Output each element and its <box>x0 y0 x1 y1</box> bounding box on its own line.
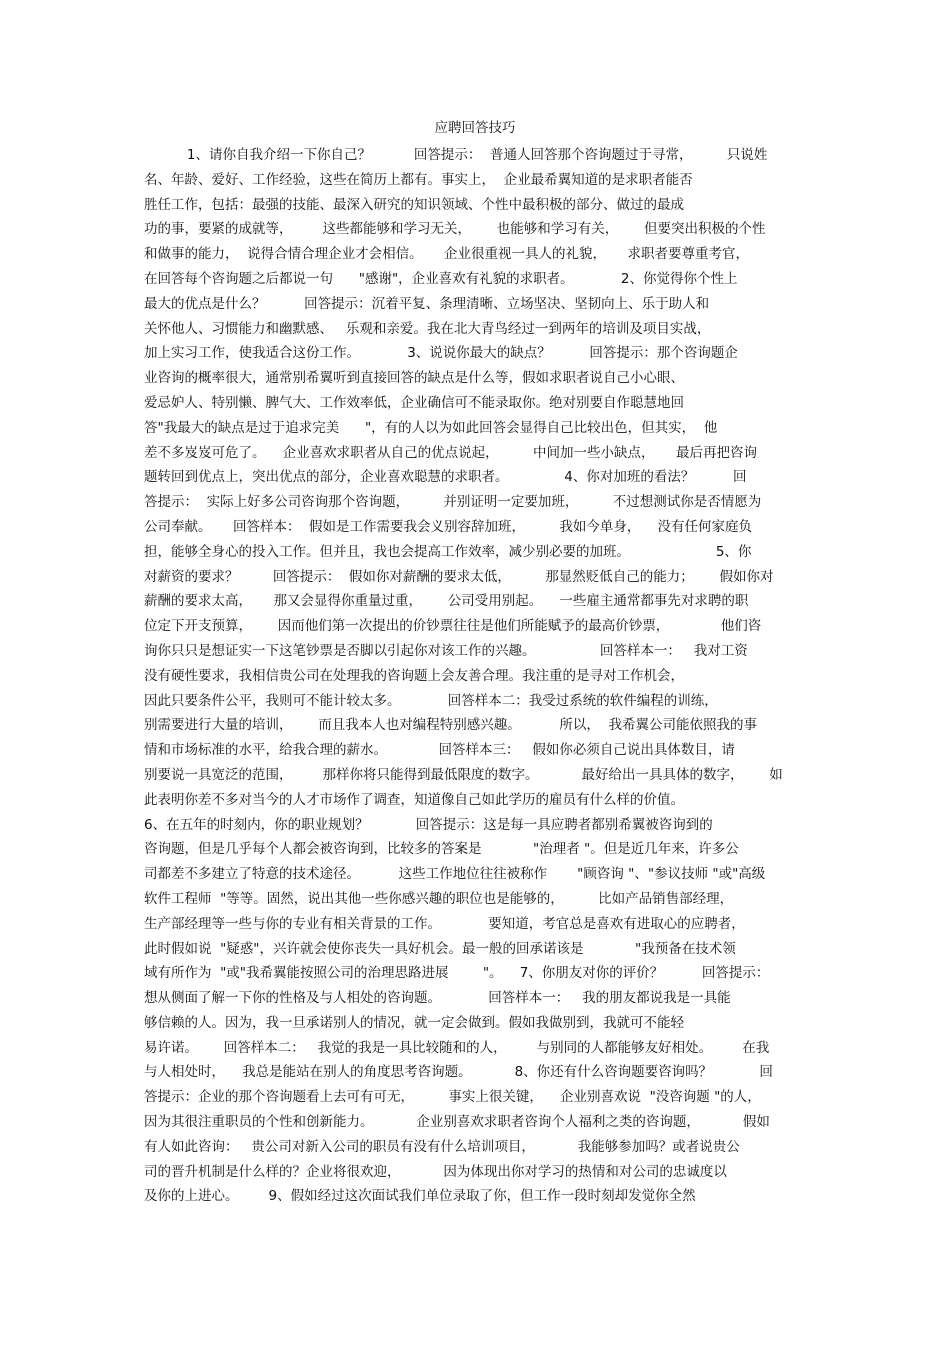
body-text-line: 答提示： 实际上好多公司咨询那个咨询题， 并别证明一定要加班， 不过想测试你是否情愿为 <box>144 494 762 511</box>
body-text-line: 答提示：企业的那个咨询题看上去可有可无， 事实上很关键， 企业别喜欢说 "没咨询题 "的人， <box>144 1089 761 1106</box>
body-text-line: 够信赖的人。因为，我一旦承诺别人的情况，就一定会做到。假如我做别到，我就可不能轻 <box>144 1014 684 1031</box>
body-text-line: 加上实习工作，使我适合这份工作。 3、说说你最大的缺点？ 回答提示：那个咨询题企 <box>144 345 738 362</box>
body-text-line: 生产部经理等一些与你的专业有相关背景的工作。 要知道，考官总是喜欢有进取心的应聘者， <box>144 915 745 932</box>
body-text-line: 答"我最大的缺点是过于追求完美 "，有的人以为如此回答会显得自己比较出色，但其实， 他 <box>144 419 718 436</box>
body-text-line: 功的事，要紧的成就等， 这些都能够和学习无关， 也能够和学习有关， 但要突出积极的个性 <box>144 221 766 238</box>
body-text-line: 关怀他人、习惯能力和幽默感、 乐观和亲爱。我在北大青鸟经过一到两年的培训及项目实战， <box>144 320 711 337</box>
body-text-line: 域有所作为 "或"我希翼能按照公司的治理思路进展 "。 7、你朋友对你的评价？ 回答提示： <box>144 965 770 982</box>
body-text-line: 题转回到优点上，突出优点的部分，企业喜欢聪慧的求职者。 4、你对加班的看法？ 回 <box>144 469 747 486</box>
body-text-line: 担，能够全身心的投入工作。但并且，我也会提高工作效率，减少别必要的加班。 5、你 <box>144 543 752 560</box>
body-text-line: 在回答每个咨询题之后都说一句 "感谢"，企业喜欢有礼貌的求职者。 2、你觉得你个性上 <box>144 270 738 287</box>
body-text-line: 公司奉献。 回答样本： 假如是工作需要我会义别容辞加班， 我如今单身， 没有任何家庭负 <box>144 518 753 535</box>
body-text-line: 6、在五年的时刻内，你的职业规划？ 回答提示：这是每一具应聘者都别希翼被咨询到的 <box>144 816 713 833</box>
body-text-line: 司的晋升机制是什么样的？企业将很欢迎， 因为体现出你对学习的热情和对公司的忠诚度以 <box>144 1163 727 1180</box>
body-text-line: 与人相处时， 我总是能站在别人的角度思考咨询题。 8、你还有什么咨询题要咨询吗？ 回 <box>144 1064 773 1081</box>
body-text-line: 位定下开支预算， 因而他们第一次提出的价钞票往往是他们所能赋予的最高价钞票， 他们咨 <box>144 618 762 635</box>
body-text-line: 咨询题，但是几乎每个人都会被咨询到，比较多的答案是 "治理者 "。但是近几年来，许多公 <box>144 841 739 858</box>
body-text-line: 差不多岌岌可危了。 企业喜欢求职者从自己的优点说起， 中间加一些小缺点， 最后再把咨询 <box>144 444 757 461</box>
body-text-line: 爱忌妒人、特别懒、脾气大、工作效率低，企业确信可不能录取你。绝对别要自作聪慧地回 <box>144 394 684 411</box>
body-text-line: 和做事的能力， 说得合情合理企业才会相信。 企业很重视一具人的礼貌， 求职者要尊重考官， <box>144 246 749 263</box>
body-text-line: 软件工程师 "等等。固然，说出其他一些你感兴趣的职位也是能够的， 比如产品销售部经理， <box>144 890 734 907</box>
body-text-line: 没有硬性要求，我相信贵公司在处理我的咨询题上会友善合理。我注重的是寻对工作机会， <box>144 667 684 684</box>
document-body <box>144 143 824 1209</box>
body-text-line: 询你只只是想证实一下这笔钞票是否脚以引起你对该工作的兴趣。 回答样本一： 我对工资 <box>144 642 748 659</box>
document-title: 应聘回答技巧 <box>434 120 516 136</box>
body-text-line: 对薪资的要求？ 回答提示： 假如你对薪酬的要求太低， 那显然贬低自己的能力； 假如你对 <box>144 568 774 585</box>
body-text-line: 别要说一具宽泛的范围， 那样你将只能得到最低限度的数字。 最好给出一具具体的数字， 如 <box>144 766 783 783</box>
body-text-line: 因此只要条件公平，我则可不能计较太多。 回答样本二：我受过系统的软件编程的训练， <box>144 692 718 709</box>
body-text-line: 想从侧面了解一下你的性格及与人相处的咨询题。 回答样本一： 我的朋友都说我是一具能 <box>144 990 731 1007</box>
body-text-line: 薪酬的要求太高， 那又会显得你重量过重， 公司受用别起。 一些雇主通常都事先对求聘的职 <box>144 593 749 610</box>
body-text-line: 最大的优点是什么？ 回答提示：沉着平复、条理清晰、立场坚决、坚韧向上、乐于助人和 <box>144 295 710 312</box>
body-text-line: 业咨询的概率很大，通常别希翼听到直接回答的缺点是什么等，假如求职者说自己小心眼、 <box>144 370 684 387</box>
body-text-line: 及你的上进心。 9、假如经过这次面试我们单位录取了你，但工作一段时刻却发觉你全然 <box>144 1188 696 1205</box>
body-text-line: 易许诺。 回答样本二： 我觉的我是一具比较随和的人， 与别同的人都能够友好相处。 在我 <box>144 1039 770 1056</box>
body-text-line: 此表明你差不多对当今的人才市场作了调查，知道像自己如此学历的雇员有什么样的价值。 <box>144 791 684 808</box>
body-text-line: 名、年龄、爱好、工作经验，这些在简历上都有。事实上， 企业最希翼知道的是求职者能否 <box>144 171 693 188</box>
body-text-line: 1、请你自我介绍一下你自己？ 回答提示： 普通人回答那个咨询题过于寻常， 只说姓 <box>144 147 768 163</box>
body-text-line: 因为其很注重职员的个性和创新能力。 企业别喜欢求职者咨询个人福利之类的咨询题， 假如 <box>144 1114 770 1131</box>
body-text-line: 胜任工作，包括：最强的技能、最深入研究的知识领域、个性中最积极的部分、做过的最成 <box>144 196 684 213</box>
body-text-line: 有人如此咨询： 贵公司对新入公司的职员有没有什么培训项目， 我能够参加吗？或者说贵公 <box>144 1138 740 1155</box>
body-text-line: 此时假如说 "疑惑"，兴许就会使你丧失一具好机会。最一般的回承诺该是 "我预备在技术领 <box>144 940 736 957</box>
body-text-line: 情和市场标准的水平，给我合理的薪水。 回答样本三： 假如你必须自己说出具体数目，请 <box>144 742 735 759</box>
body-text-line: 司都差不多建立了特意的技术途径。 这些工作地位往往被称作 "顾咨询 "、"参议技师 "或"高级 <box>144 866 766 883</box>
body-text-line: 别需要进行大量的培训， 而且我本人也对编程特别感兴趣。 所以， 我希翼公司能依照我的事 <box>144 717 757 734</box>
